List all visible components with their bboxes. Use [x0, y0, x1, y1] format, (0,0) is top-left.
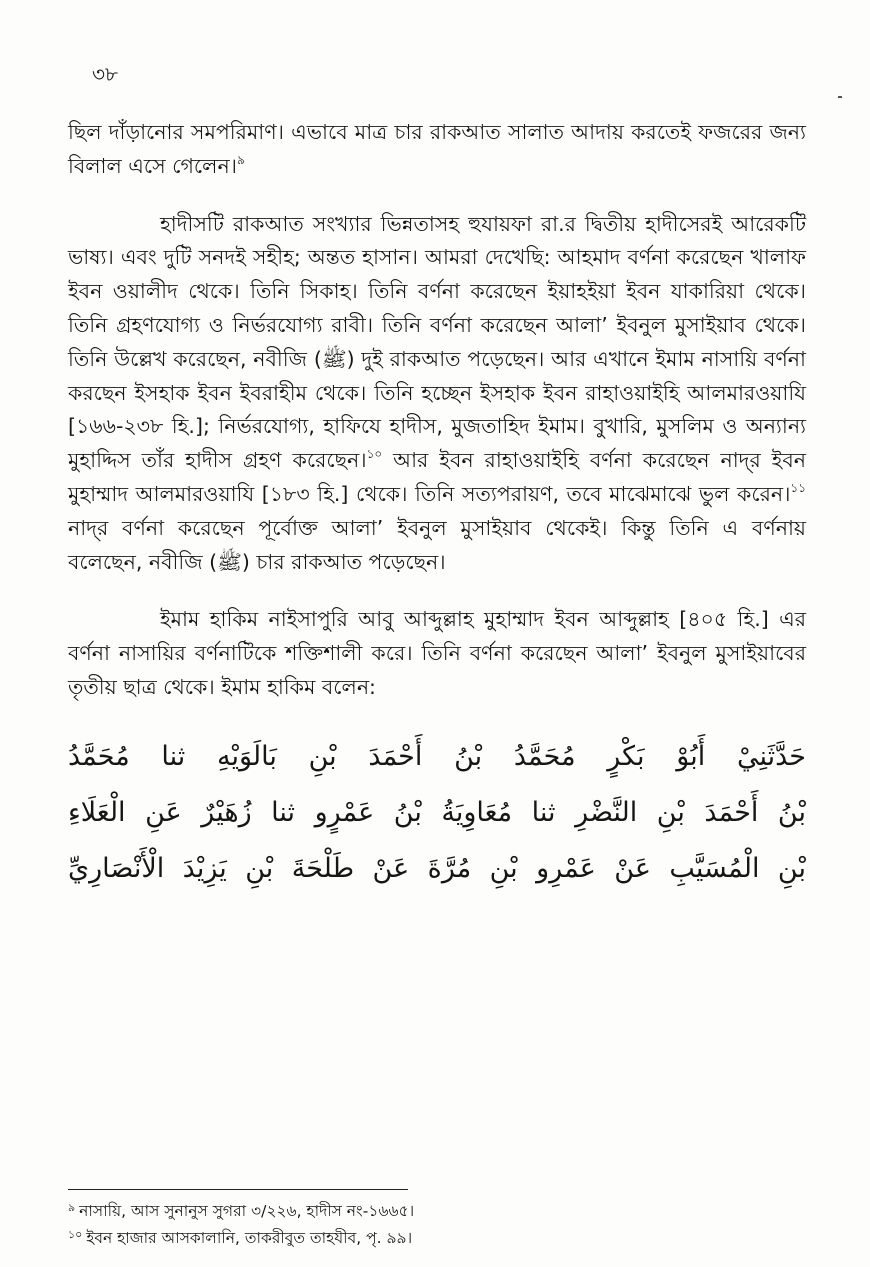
paragraph-2-text-a: হাদীসটি রাকআত সংখ্যার ভিন্নতাসহ হুযায়ফা রা.র দ্বিতীয় হাদীসেরই আরেকটি ভাষ্য। এবং দুটি সনদই সহীহ; অন্তত হাসান। আমরা দেখেছি: আহমাদ বর্ণনা করেছেন খালাফ ইবন ওয়ালীদ থেকে। তিনি সিকাহ। তিনি বর্ণনা করেছেন ইয়াহইয়া ইবন যাকারিয়া থেকে। তিনি গ্রহণযোগ্য ও নির্ভরযোগ্য রাবী। তিনি বর্ণনা করেছেন আলা’ ইবনুল মুসাইয়াব থেকে। তিনি উল্লেখ করেছেন, নবীজি (ﷺ) দুই রাকআত পড়েছেন। আর এখানে ইমাম নাসায়ি বর্ণনা করছেন ইসহাক ইবন ইবরাহীম থেকে। তিনি হচ্ছেন ইসহাক ইবন রাহাওয়াইহি আলমারওয়াযি [১৬৬-২৩৮ হি.]; নির্ভরযোগ্য, হাফিযে হাদীস, মুজতাহিদ ইমাম। বুখারি, মুসলিম ও অন্যান্য মুহাদ্দিস তাঁর হাদীস গ্রহণ করেছেন।: [68, 211, 806, 473]
paragraph-3: [68, 603, 806, 704]
footnote-ref-9[interactable]: ৯: [237, 152, 245, 167]
footnote-10: [68, 1225, 806, 1252]
footnote-number: ৯: [68, 1201, 76, 1214]
paragraph-2: [68, 208, 806, 580]
footnote-ref-11[interactable]: ১১: [790, 480, 806, 495]
footnote-number: ১০: [68, 1228, 83, 1241]
footnote-text: ইবন হাজার আসকালানি, তাকরীবুত তাহযীব, পৃ. ৯৯।: [86, 1229, 413, 1247]
paragraph-2-text-b: আর ইবন রাহাওয়াইহি বর্ণনা করেছেন নাদ্‌র ইবন মুহাম্মাদ আলমারওয়াযি [১৮৩ হি.] থেকে। তিনি সত্যপরায়ণ, তবে মাঝেমাঝে ভুল করেন।: [68, 448, 806, 506]
scan-speck: [838, 96, 842, 98]
paragraph-3-text: ইমাম হাকিম নাইসাপুরি আবু আব্দুল্লাহ মুহাম্মাদ ইবন আব্দুল্লাহ [৪০৫ হি.] এর বর্ণনা নাসায়ির বর্ণনাটিকে শক্তিশালী করে। তিনি বর্ণনা করেছেন আলা’ ইবনুল মুসাইয়াবের তৃতীয় ছাত্র থেকে। ইমাম হাকিম বলেন:: [68, 607, 806, 699]
arabic-line-2: بْنُ أَحْمَدَ بْنِ النَّضْرِ ثنا مُعَاوِيَةُ بْنُ عَمْرٍو ثنا زُهَيْرٌ عَنِ الْعَلَاءِ: [68, 796, 806, 828]
paragraph-2-text-c: নাদ্‌র বর্ণনা করেছেন পূর্বোক্ত আলা’ ইবনুল মুসাইয়াব থেকেই। কিন্তু তিনি এ বর্ণনায় বলেছেন, নবীজি (ﷺ) চার রাকআত পড়েছেন।: [68, 515, 806, 574]
paragraph-1-text: ছিল দাঁড়ানোর সমপরিমাণ। এভাবে মাত্র চার রাকআত সালাত আদায় করতেই ফজরের জন্য বিলাল এসে গেলেন।: [68, 120, 806, 178]
footnote-text: নাসায়ি, আস সুনানুস সুগরা ৩/২২৬, হাদীস নং-১৬৬৫।: [79, 1202, 415, 1220]
arabic-line-3: بْنِ الْمُسَيَّبِ عَنْ عَمْرِو بْنِ مُرَّةَ عَنْ طَلْحَةَ بْنِ يَزِيْدَ الْأَنْصَارِيِّ: [68, 852, 806, 884]
paragraph-1: [68, 116, 806, 184]
footnote-divider: [68, 1189, 408, 1190]
footnotes: [68, 1198, 806, 1252]
arabic-line-1: حَدَّثَنِيْ أَبُوْ بَكْرٍ مُحَمَّدُ بْنُ أَحْمَدَ بْنِ بَالَوَيْهِ ثنا مُحَمَّدُ: [68, 740, 806, 772]
footnote-ref-10[interactable]: ১০: [366, 447, 383, 462]
footnote-9: [68, 1198, 806, 1225]
body-text: [68, 116, 806, 897]
page-number: ৩৮: [92, 62, 118, 86]
arabic-quote: [68, 729, 806, 897]
